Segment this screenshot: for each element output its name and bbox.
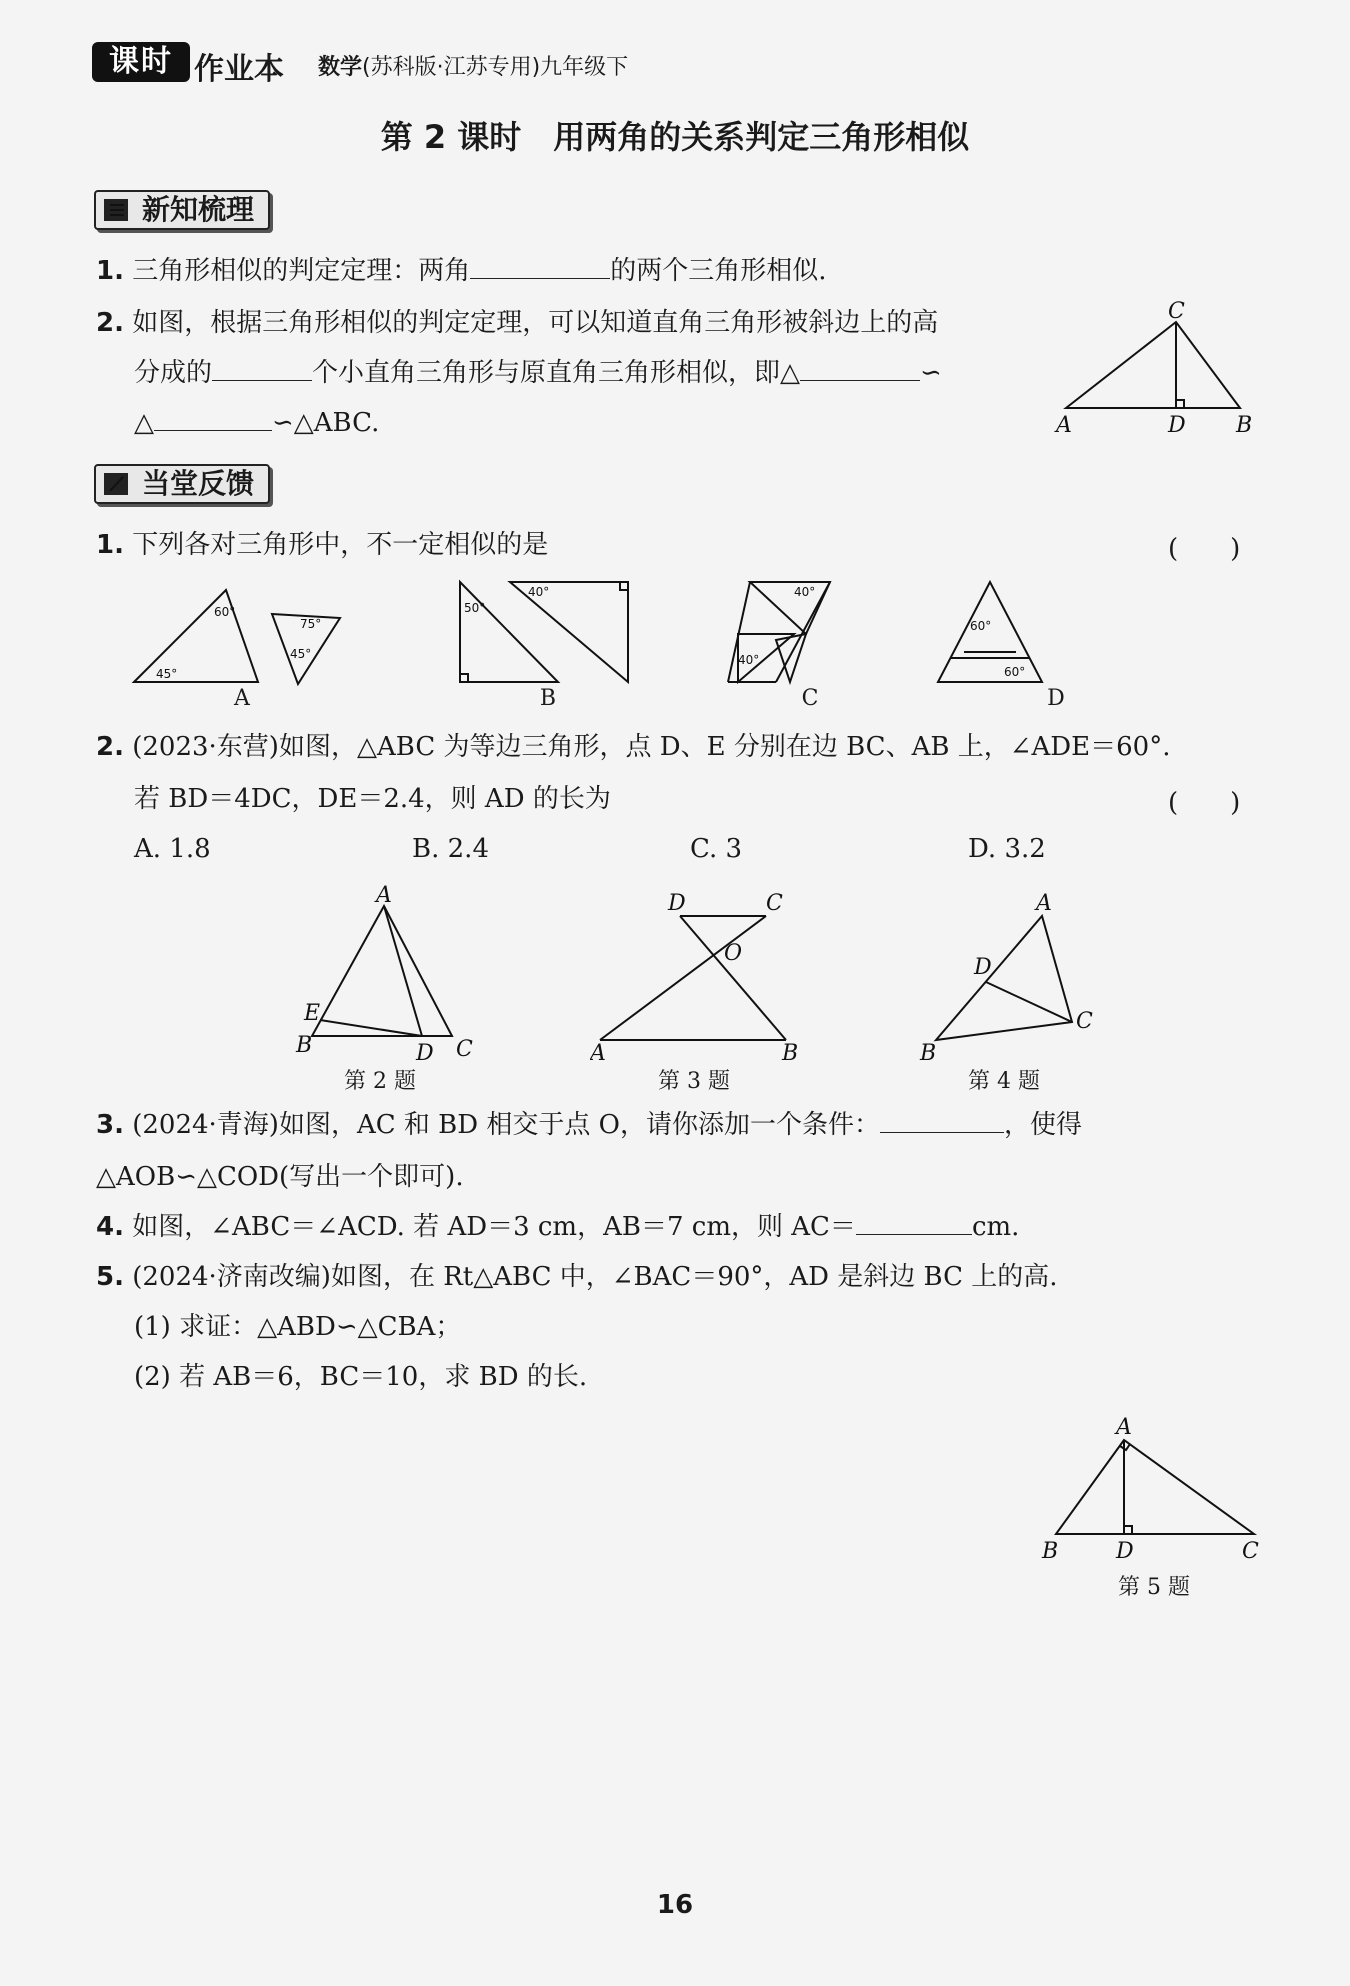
choice-C[interactable]: C. 3 [690, 834, 743, 864]
svg-text:A: A [1036, 891, 1052, 916]
answer-blank[interactable] [856, 1210, 972, 1235]
svg-text:B: B [1042, 1539, 1059, 1564]
fankui-q5: 5. (2024·济南改编)如图，在 Rt△ABC 中，∠BAC＝90°，AD 是斜边 BC 上的高. [96, 1262, 1058, 1292]
svg-text:O: O [724, 941, 743, 966]
label-C: C [1168, 300, 1185, 324]
figure-q4 [910, 888, 1110, 1064]
svg-text:B: B [920, 1041, 937, 1064]
svg-text:60°: 60° [970, 619, 992, 633]
svg-text:50°: 50° [464, 601, 486, 615]
answer-paren-q2[interactable]: ( ) [1168, 788, 1241, 818]
xinzhi-q2-line1: 2. 如图，根据三角形相似的判定定理，可以知道直角三角形被斜边上的高 [96, 308, 939, 338]
svg-text:D: D [1116, 1539, 1134, 1564]
option-label-B: B [539, 686, 557, 711]
fankui-q2-line2: 若 BD＝4DC，DE＝2.4，则 AD 的长为 [134, 784, 611, 814]
svg-text:D: D [974, 955, 992, 980]
svg-text:B: B [782, 1041, 799, 1064]
answer-blank[interactable] [880, 1108, 1004, 1133]
caption-fig5: 第 5 题 [1118, 1575, 1190, 1600]
q1-option-figures [130, 578, 1130, 688]
figure-q3 [590, 888, 810, 1064]
figure-q5 [1036, 1416, 1276, 1566]
section-header-fankui: 当堂反馈 [94, 464, 270, 504]
page-number: 16 [656, 1890, 694, 1920]
section-header-xinzhi: 新知梳理 [94, 190, 270, 230]
option-label-A: A [234, 686, 250, 711]
figure-right-triangle-altitude [1050, 300, 1270, 440]
fankui-q5-part2: (2) 若 AB＝6，BC＝10，求 BD 的长. [134, 1362, 588, 1392]
xinzhi-q1: 1. 三角形相似的判定定理：两角 的两个三角形相似. [96, 256, 827, 286]
lesson-title: 第 2 课时 用两角的关系判定三角形相似 [380, 118, 970, 156]
fankui-q2-line1: 2. (2023·东营)如图，△ABC 为等边三角形，点 D、E 分别在边 BC、AB 上，∠ADE＝60°. [96, 732, 1171, 762]
answer-blank[interactable] [800, 356, 920, 381]
label-D: D [1168, 413, 1186, 438]
book-subtitle: 数学(苏科版·江苏专用)九年级下 [318, 55, 629, 80]
svg-text:40°: 40° [738, 653, 760, 667]
answer-blank[interactable] [154, 406, 272, 431]
choice-D[interactable]: D. 3.2 [968, 834, 1046, 864]
svg-text:C: C [766, 891, 783, 916]
xinzhi-q2-line3: △ ∽△ABC. [134, 408, 380, 438]
svg-text:D: D [668, 891, 686, 916]
fankui-q4: 4. 如图，∠ABC＝∠ACD. 若 AD＝3 cm，AB＝7 cm，则 AC＝ cm. [96, 1212, 1020, 1242]
svg-text:C: C [1076, 1009, 1093, 1034]
svg-text:B: B [296, 1033, 313, 1058]
option-label-C: C [801, 686, 819, 711]
series-brand: 作业本 [194, 52, 284, 87]
svg-text:40°: 40° [528, 585, 550, 599]
fankui-q3-line1: 3. (2024·青海)如图，AC 和 BD 相交于点 O，请你添加一个条件： ，使得 [96, 1110, 1082, 1140]
caption-fig4: 第 4 题 [968, 1069, 1040, 1094]
svg-text:A: A [376, 884, 392, 908]
svg-text:E: E [304, 1001, 321, 1026]
label-B: B [1236, 413, 1253, 438]
xinzhi-q2-line2: 分成的 个小直角三角形与原直角三角形相似，即△ ∽ [134, 358, 942, 388]
svg-text:A: A [1116, 1416, 1132, 1440]
pencil-icon [102, 470, 132, 498]
svg-text:60°: 60° [214, 605, 236, 619]
svg-text:40°: 40° [794, 585, 816, 599]
caption-fig2: 第 2 题 [344, 1069, 416, 1094]
svg-text:45°: 45° [290, 647, 312, 661]
svg-text:75°: 75° [300, 617, 322, 631]
option-label-D: D [1047, 686, 1065, 711]
fankui-q3-line2: △AOB∽△COD(写出一个即可). [96, 1162, 464, 1192]
label-A: A [1056, 413, 1072, 438]
svg-text:C: C [456, 1037, 473, 1062]
svg-text:45°: 45° [156, 667, 178, 681]
choice-B[interactable]: B. 2.4 [412, 834, 489, 864]
svg-text:A: A [590, 1041, 606, 1064]
answer-blank[interactable] [212, 356, 312, 381]
fankui-q1: 1. 下列各对三角形中，不一定相似的是 [96, 530, 549, 560]
book-icon [102, 196, 132, 224]
answer-paren-q1[interactable]: ( ) [1168, 534, 1241, 564]
svg-text:D: D [416, 1041, 434, 1064]
series-logo: 课时 [92, 42, 190, 82]
svg-text:60°: 60° [1004, 665, 1026, 679]
figure-q2 [280, 884, 480, 1064]
caption-fig3: 第 3 题 [658, 1069, 730, 1094]
answer-blank[interactable] [470, 254, 610, 279]
fankui-q5-part1: (1) 求证：△ABD∽△CBA； [134, 1312, 462, 1342]
choice-A[interactable]: A. 1.8 [134, 834, 211, 864]
svg-text:C: C [1242, 1539, 1259, 1564]
